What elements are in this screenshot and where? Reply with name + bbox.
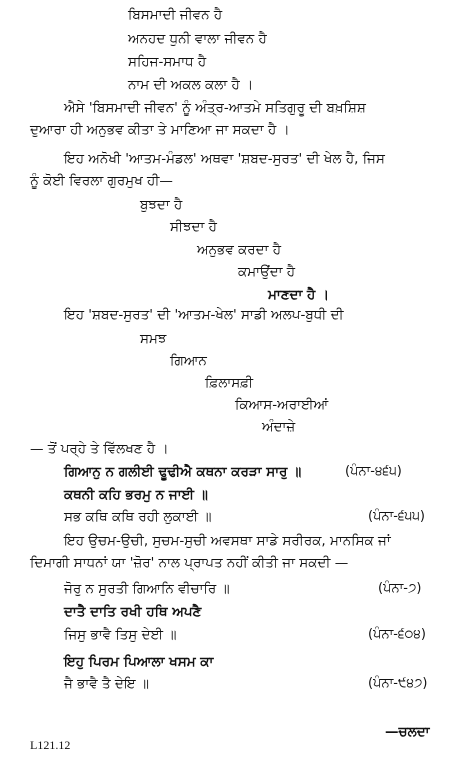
stair-line: ਕਿਆਸ-ਅਰਾਈਆਂ <box>235 397 329 413</box>
verse-line: ਨਾਮ ਦੀ ਅਕਲ ਕਲਾ ਹੈ । <box>128 77 254 93</box>
paragraph-line: ਦੁਆਰਾ ਹੀ ਅਨੁਭਵ ਕੀਤਾ ਤੇ ਮਾਣਿਆ ਜਾ ਸਕਦਾ ਹੈ । <box>30 122 290 138</box>
page-reference: (ਪੰਨਾ-੪੬੫) <box>345 464 402 479</box>
stair-line: ਸੀਝਦਾ ਹੈ <box>170 219 217 235</box>
quote-line: ਕਥਨੀ ਕਹਿ ਭਰਮੁ ਨ ਜਾਈ ॥ <box>64 487 208 503</box>
paragraph-line: — ਤੋਂ ਪਰ੍ਹੇ ਤੇ ਵਿੱਲਖਣ ਹੈ । <box>30 441 169 457</box>
quote-line: ਜਿਸੁ ਭਾਵੈ ਤਿਸੁ ਦੇਈ ॥ <box>64 627 177 643</box>
paragraph-line: ਇਹ ਅਨੋਖੀ 'ਆਤਮ-ਮੰਡਲ' ਅਥਵਾ 'ਸ਼ਬਦ-ਸੁਰਤ' ਦੀ ਖੇਲ ਹੈ, ਜਿਸ <box>64 151 385 167</box>
paragraph-line: ਦਿਮਾਗੀ ਸਾਧਨਾਂ ਯਾ 'ਜ਼ੋਰ' ਨਾਲ ਪ੍ਰਾਪਤ ਨਹੀਂ ਕੀਤੀ ਜਾ ਸਕਦੀ — <box>30 555 349 571</box>
page-code: L121.12 <box>30 738 71 752</box>
verse-line: ਅਨਹਦ ਧੁਨੀ ਵਾਲਾ ਜੀਵਨ ਹੈ <box>128 31 267 47</box>
stair-line: ਬੁਝਦਾ ਹੈ <box>140 197 183 213</box>
paragraph-line: ਨੂੰ ਕੋਈ ਵਿਰਲਾ ਗੁਰਮੁਖ ਹੀ— <box>30 173 173 189</box>
stair-line: ਫ਼ਿਲਾਸਫ਼ੀ <box>205 375 254 391</box>
quote-line: ਇਹੁ ਪਿਰਮ ਪਿਆਲਾ ਖਸਮ ਕਾ <box>64 654 214 670</box>
verse-line: ਸਹਿਜ-ਸਮਾਧ ਹੈ <box>128 54 207 70</box>
page-reference: (ਪੰਨਾ-੭) <box>378 581 422 596</box>
page-reference: (ਪੰਨਾ-੬੦੪) <box>368 627 426 642</box>
quote-line: ਦਾਤੈ ਦਾਤਿ ਰਖੀ ਹਥਿ ਅਪਣੈ <box>64 604 202 620</box>
quote-line: ਜੋਰੁ ਨ ਸੁਰਤੀ ਗਿਆਨਿ ਵੀਚਾਰਿ ॥ <box>64 581 230 597</box>
quote-line: ਗਿਆਨੁ ਨ ਗਲੀਈ ਢੂਢੀਐ ਕਥਨਾ ਕਰੜਾ ਸਾਰੁ ॥ <box>64 464 302 480</box>
stair-line: ਕਮਾਉਂਦਾ ਹੈ <box>238 264 296 280</box>
paragraph-line: ਇਹ 'ਸ਼ਬਦ-ਸੁਰਤ' ਦੀ 'ਆਤਮ-ਖੇਲ' ਸਾਡੀ ਅਲਪ-ਬੁਧੀ ਦੀ <box>64 307 344 323</box>
quote-line: ਸਭ ਕਥਿ ਕਥਿ ਰਹੀ ਲੁਕਾਈ ॥ <box>64 509 212 525</box>
continued-marker: —ਚਲਦਾ <box>385 724 430 740</box>
stair-line: ਅਨੁਭਵ ਕਰਦਾ ਹੈ <box>197 242 282 258</box>
quote-line: ਜੈ ਭਾਵੈ ਤੈ ਦੇਇ ॥ <box>64 676 149 692</box>
stair-line: ਗਿਆਨ <box>170 353 207 369</box>
page-reference: (ਪੰਨਾ-੬੫੫) <box>368 509 425 524</box>
page-reference: (ਪੰਨਾ-੯੪੭) <box>368 676 428 691</box>
paragraph-line: ਐਸੇ 'ਬਿਸਮਾਦੀ ਜੀਵਨ' ਨੂੰ ਅੰਤ੍ਰ-ਆਤਮੇ ਸਤਿਗੁਰੂ ਦੀ ਬਖ਼ਸ਼ਿਸ਼ <box>64 100 366 116</box>
verse-line: ਬਿਸਮਾਦੀ ਜੀਵਨ ਹੈ <box>128 7 223 23</box>
stair-line: ਸਮਝ <box>140 331 167 347</box>
paragraph-line: ਇਹ ਉਚਮ-ਉਚੀ, ਸੁਚਮ-ਸੁਚੀ ਅਵਸਥਾ ਸਾਡੇ ਸਰੀਰਕ, ਮਾਨਸਿਕ ਜਾਂ <box>64 533 391 549</box>
stair-line: ਮਾਣਦਾ ਹੈ । <box>268 287 330 303</box>
stair-line: ਅੰਦਾਜ਼ੇ <box>262 419 296 435</box>
